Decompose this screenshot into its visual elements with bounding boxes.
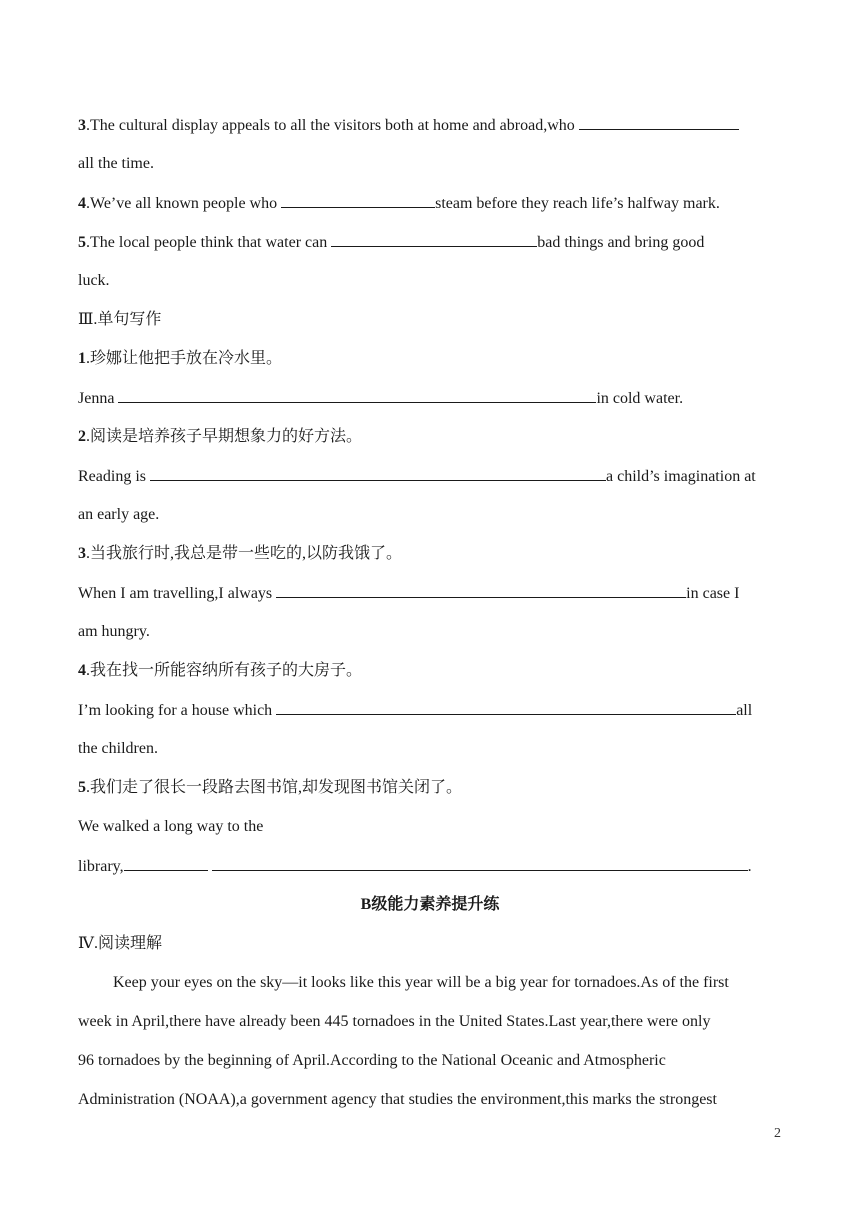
answer-blank[interactable] bbox=[579, 115, 739, 130]
answer-lead: Reading is bbox=[78, 468, 150, 485]
answer-tail: all bbox=[736, 702, 753, 719]
item-3-answer-line bbox=[78, 583, 739, 604]
item-2-answer-line bbox=[78, 466, 756, 487]
page-number: 2 bbox=[774, 1126, 781, 1141]
question-text: .The cultural display appeals to all the visitors both at home and abroad,who bbox=[86, 117, 579, 134]
answer-lead: When I am travelling,I always bbox=[78, 585, 277, 602]
section-title: Ⅳ.阅读理解 bbox=[78, 935, 162, 952]
item-1-prompt bbox=[78, 349, 282, 369]
answer-tail: in cold water. bbox=[596, 390, 684, 407]
answer-blank[interactable] bbox=[276, 700, 736, 715]
section-title: Ⅲ.单句写作 bbox=[78, 311, 162, 328]
item-4-prompt bbox=[78, 661, 362, 681]
answer-blank[interactable] bbox=[331, 232, 537, 247]
item-number: 3 bbox=[78, 545, 86, 562]
item-number: 4 bbox=[78, 662, 86, 679]
question-text-after: steam before they reach life’s halfway mark. bbox=[435, 195, 720, 212]
chinese-prompt: .我们走了很长一段路去图书馆,却发现图书馆关闭了。 bbox=[86, 779, 463, 796]
question-text: .We’ve all known people who bbox=[86, 195, 282, 212]
item-4-continuation: the children. bbox=[78, 740, 158, 757]
answer-blank[interactable] bbox=[150, 466, 606, 481]
answer-end: . bbox=[747, 858, 752, 875]
answer-blank[interactable] bbox=[281, 193, 435, 208]
passage-line: week in April,there have already been 445 tornadoes in the United States.Last year,there were only bbox=[78, 1013, 711, 1030]
answer-tail: a child’s imagination at bbox=[606, 468, 756, 485]
answer-lead: library, bbox=[78, 858, 124, 875]
item-3-prompt bbox=[78, 544, 402, 564]
item-3-continuation: am hungry. bbox=[78, 623, 150, 640]
chinese-prompt: .当我旅行时,我总是带一些吃的,以防我饿了。 bbox=[86, 545, 403, 562]
answer-blank[interactable] bbox=[276, 583, 686, 598]
question-3-line bbox=[78, 115, 739, 136]
item-4-answer-line bbox=[78, 700, 752, 721]
passage-line: Keep your eyes on the sky—it looks like this year will be a big year for tornadoes.As of the first bbox=[113, 974, 729, 991]
answer-blank-short[interactable] bbox=[124, 856, 208, 871]
level-b-heading: B级能力素养提升练 bbox=[360, 896, 500, 913]
question-4-line bbox=[78, 193, 720, 214]
item-5-prompt bbox=[78, 778, 462, 798]
answer-lead: Jenna bbox=[78, 390, 119, 407]
item-2-prompt bbox=[78, 427, 362, 447]
item-2-continuation: an early age. bbox=[78, 506, 160, 523]
question-text-after: bad things and bring good bbox=[537, 234, 705, 251]
item-number: 2 bbox=[78, 428, 86, 445]
chinese-prompt: .珍娜让他把手放在冷水里。 bbox=[86, 350, 283, 367]
question-text: .The local people think that water can bbox=[86, 234, 332, 251]
answer-blank-long[interactable] bbox=[212, 856, 748, 871]
question-number: 4 bbox=[78, 195, 86, 212]
item-1-answer-line bbox=[78, 388, 683, 409]
question-5-continuation: luck. bbox=[78, 272, 110, 289]
question-5-line bbox=[78, 232, 704, 253]
item-5-answer-line: We walked a long way to the bbox=[78, 818, 264, 835]
answer-tail: in case I bbox=[686, 585, 740, 602]
passage-line: 96 tornadoes by the beginning of April.According to the National Oceanic and Atmospheric bbox=[78, 1052, 666, 1069]
answer-lead: I’m looking for a house which bbox=[78, 702, 277, 719]
chinese-prompt: .阅读是培养孩子早期想象力的好方法。 bbox=[86, 428, 363, 445]
question-number: 5 bbox=[78, 234, 86, 251]
question-number: 3 bbox=[78, 117, 86, 134]
answer-blank[interactable] bbox=[118, 388, 596, 403]
item-5-continuation bbox=[78, 856, 752, 877]
item-number: 1 bbox=[78, 350, 86, 367]
item-number: 5 bbox=[78, 779, 86, 796]
question-3-continuation: all the time. bbox=[78, 155, 154, 172]
passage-line: Administration (NOAA),a government agency that studies the environment,this marks the strongest bbox=[78, 1091, 717, 1108]
chinese-prompt: .我在找一所能容纳所有孩子的大房子。 bbox=[86, 662, 363, 679]
